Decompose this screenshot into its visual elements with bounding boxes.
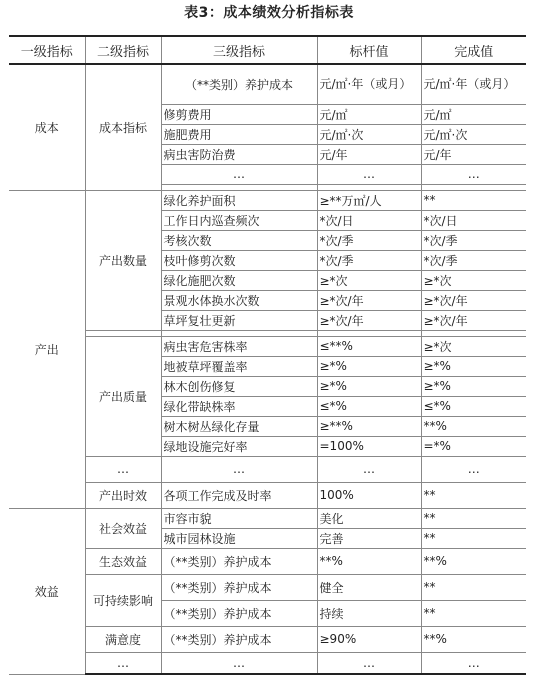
benchmark-cell: ≥**万㎡/人: [317, 190, 421, 210]
benchmark-cell: 健全: [317, 574, 421, 600]
benchmark-cell: ≥*次/年: [317, 290, 421, 310]
benchmark-cell: …: [317, 652, 421, 674]
table-row: [9, 482, 526, 508]
completed-cell: ≥*次/年: [421, 310, 526, 330]
benchmark-cell: ≥90%: [317, 626, 421, 652]
table-row: [9, 336, 526, 356]
level3-cell: 草坪复壮更新: [161, 310, 317, 330]
level1-output: 产出: [9, 190, 85, 508]
level3-cell: …: [161, 456, 317, 482]
benchmark-cell: 元/年: [317, 144, 421, 164]
level3-cell: 考核次数: [161, 230, 317, 250]
benchmark-cell: 100%: [317, 482, 421, 508]
level3-cell: （**类别）养护成本: [161, 574, 317, 600]
level2-ecological-benefit: 生态效益: [85, 548, 161, 574]
benchmark-cell: …: [317, 164, 421, 184]
benchmark-cell: ≥*%: [317, 376, 421, 396]
header-benchmark: 标杆值: [317, 36, 421, 64]
level3-cell: （**类别）养护成本: [161, 548, 317, 574]
level3-cell: 景观水体换水次数: [161, 290, 317, 310]
level3-cell: 病虫害防治费: [161, 144, 317, 164]
completed-cell: **: [421, 190, 526, 210]
header-level3: 三级指标: [161, 36, 317, 64]
level2-social-benefit: 社会效益: [85, 508, 161, 548]
completed-cell: **: [421, 600, 526, 626]
header-row: [9, 36, 526, 64]
benchmark-cell: ≥**%: [317, 416, 421, 436]
benchmark-cell: ≥*%: [317, 356, 421, 376]
completed-cell: 元/年: [421, 144, 526, 164]
completed-cell: 元/㎡·次: [421, 124, 526, 144]
benchmark-cell: 元/㎡·年（或月）: [317, 64, 421, 104]
level3-cell: 树木树丛绿化存量: [161, 416, 317, 436]
benchmark-cell: 元/㎡·次: [317, 124, 421, 144]
level2-cost-indicator: 成本指标: [85, 64, 161, 190]
level2-output-quality: 产出质量: [85, 336, 161, 456]
level3-cell: 林木创伤修复: [161, 376, 317, 396]
level3-cell: （**类别）养护成本: [161, 626, 317, 652]
completed-cell: …: [421, 652, 526, 674]
benchmark-cell: 元/㎡: [317, 104, 421, 124]
completed-cell: ≥*%: [421, 376, 526, 396]
level3-cell: …: [161, 652, 317, 674]
completed-cell: **%: [421, 548, 526, 574]
completed-cell: ≥*%: [421, 356, 526, 376]
completed-cell: …: [421, 456, 526, 482]
header-level2: 二级指标: [85, 36, 161, 64]
completed-cell: **: [421, 508, 526, 528]
level3-cell: 枝叶修剪次数: [161, 250, 317, 270]
completed-cell: **: [421, 574, 526, 600]
completed-cell: **%: [421, 626, 526, 652]
table-row: [9, 64, 526, 104]
benchmark-cell: *次/季: [317, 230, 421, 250]
completed-cell: =*%: [421, 436, 526, 456]
level2-output-quantity: 产出数量: [85, 190, 161, 330]
table-row: [9, 574, 526, 600]
table-row: [9, 626, 526, 652]
benchmark-cell: ≥*次: [317, 270, 421, 290]
completed-cell: ≥*次: [421, 270, 526, 290]
table-row: [9, 508, 526, 528]
header-completed: 完成值: [421, 36, 526, 64]
completed-cell: ≥*次: [421, 336, 526, 356]
benchmark-cell: …: [317, 456, 421, 482]
completed-cell: *次/季: [421, 250, 526, 270]
completed-cell: **: [421, 482, 526, 508]
level3-cell: 城市园林设施: [161, 528, 317, 548]
completed-cell: **: [421, 528, 526, 548]
benchmark-cell: 美化: [317, 508, 421, 528]
benchmark-cell: =100%: [317, 436, 421, 456]
level1-cost: 成本: [9, 64, 85, 190]
level2-cell: …: [85, 456, 161, 482]
benchmark-cell: ≤**%: [317, 336, 421, 356]
level3-cell: 修剪费用: [161, 104, 317, 124]
header-level1: 一级指标: [9, 36, 85, 64]
level2-satisfaction: 满意度: [85, 626, 161, 652]
level2-output-timeliness: 产出时效: [85, 482, 161, 508]
benchmark-cell: 持续: [317, 600, 421, 626]
benchmark-cell: ≥*次/年: [317, 310, 421, 330]
level3-cell: （**类别）养护成本: [161, 64, 317, 104]
level3-cell: （**类别）养护成本: [161, 600, 317, 626]
level3-cell: 地被草坪覆盖率: [161, 356, 317, 376]
level1-benefit: 效益: [9, 508, 85, 674]
benchmark-cell: 完善: [317, 528, 421, 548]
completed-cell: ≥*次/年: [421, 290, 526, 310]
level3-cell: 工作日内巡查频次: [161, 210, 317, 230]
level3-cell: 绿化养护面积: [161, 190, 317, 210]
level2-cell: …: [85, 652, 161, 674]
table-title: 表3：成本绩效分析指标表: [184, 5, 354, 21]
table-row: [9, 652, 526, 674]
level3-cell: 各项工作完成及时率: [161, 482, 317, 508]
level3-cell: 绿化带缺株率: [161, 396, 317, 416]
completed-cell: 元/㎡·年（或月）: [421, 64, 526, 104]
completed-cell: **%: [421, 416, 526, 436]
benchmark-cell: **%: [317, 548, 421, 574]
benchmark-cell: *次/季: [317, 250, 421, 270]
level3-cell: 绿地设施完好率: [161, 436, 317, 456]
table-row: [9, 456, 526, 482]
level3-cell: …: [161, 164, 317, 184]
level3-cell: 病虫害危害株率: [161, 336, 317, 356]
performance-indicator-table: [9, 35, 526, 675]
level3-cell: 施肥费用: [161, 124, 317, 144]
completed-cell: *次/日: [421, 210, 526, 230]
level2-sustainable-impact: 可持续影响: [85, 574, 161, 626]
table-row: [9, 190, 526, 210]
completed-cell: ≤*%: [421, 396, 526, 416]
benchmark-cell: ≤*%: [317, 396, 421, 416]
benchmark-cell: *次/日: [317, 210, 421, 230]
completed-cell: *次/季: [421, 230, 526, 250]
table-row: [9, 548, 526, 574]
level3-cell: 市容市貌: [161, 508, 317, 528]
level3-cell: 绿化施肥次数: [161, 270, 317, 290]
completed-cell: 元/㎡: [421, 104, 526, 124]
completed-cell: …: [421, 164, 526, 184]
